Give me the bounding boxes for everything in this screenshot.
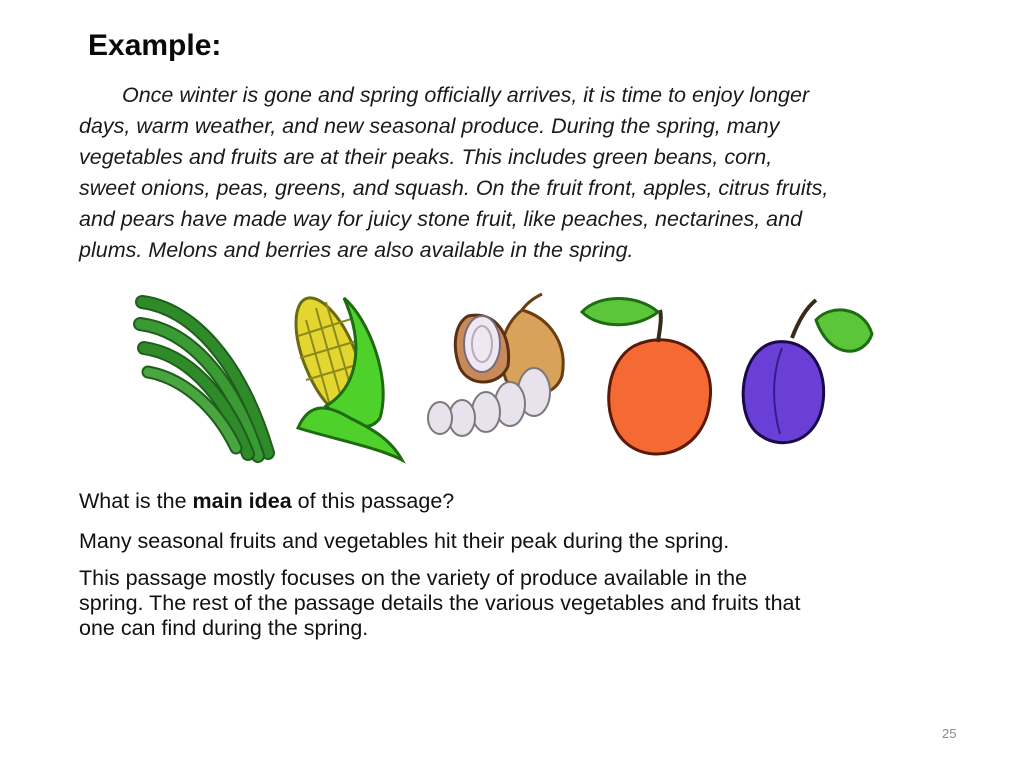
question-text-start: What is the bbox=[79, 489, 193, 513]
question-emphasis: main idea bbox=[192, 489, 292, 513]
main-idea-answer: Many seasonal fruits and vegetables hit their peak during the spring. bbox=[79, 529, 730, 553]
passage-line: days, warm weather, and new seasonal produce. During the spring, many bbox=[79, 114, 780, 138]
green-beans-icon bbox=[140, 302, 268, 456]
produce-clipart bbox=[130, 288, 890, 468]
onion-icon bbox=[428, 294, 563, 436]
slide-heading: Example: bbox=[88, 29, 222, 62]
answer-explanation bbox=[79, 566, 979, 641]
plum-icon bbox=[743, 300, 872, 443]
passage-line: and pears have made way for juicy stone fruit, like peaches, nectarines, and bbox=[79, 207, 803, 231]
explanation-line: one can find during the spring. bbox=[79, 616, 369, 640]
main-idea-question bbox=[79, 487, 454, 515]
passage-line: Once winter is gone and spring officially arrives, it is time to enjoy longer bbox=[122, 83, 810, 107]
corn-icon bbox=[282, 289, 402, 460]
peach-icon bbox=[582, 299, 711, 455]
example-passage bbox=[79, 80, 989, 266]
passage-line: plums. Melons and berries are also available in the spring. bbox=[79, 238, 634, 262]
passage-line: sweet onions, peas, greens, and squash. On the fruit front, apples, citrus fruits, bbox=[79, 176, 829, 200]
explanation-line: spring. The rest of the passage details the various vegetables and fruits that bbox=[79, 591, 801, 615]
passage-line: vegetables and fruits are at their peaks. This includes green beans, corn, bbox=[79, 145, 773, 169]
explanation-line: This passage mostly focuses on the variety of produce available in the bbox=[79, 566, 748, 590]
slide-page-number: 25 bbox=[942, 726, 957, 741]
produce-illustration bbox=[130, 288, 890, 468]
question-text-end: of this passage? bbox=[291, 489, 455, 513]
